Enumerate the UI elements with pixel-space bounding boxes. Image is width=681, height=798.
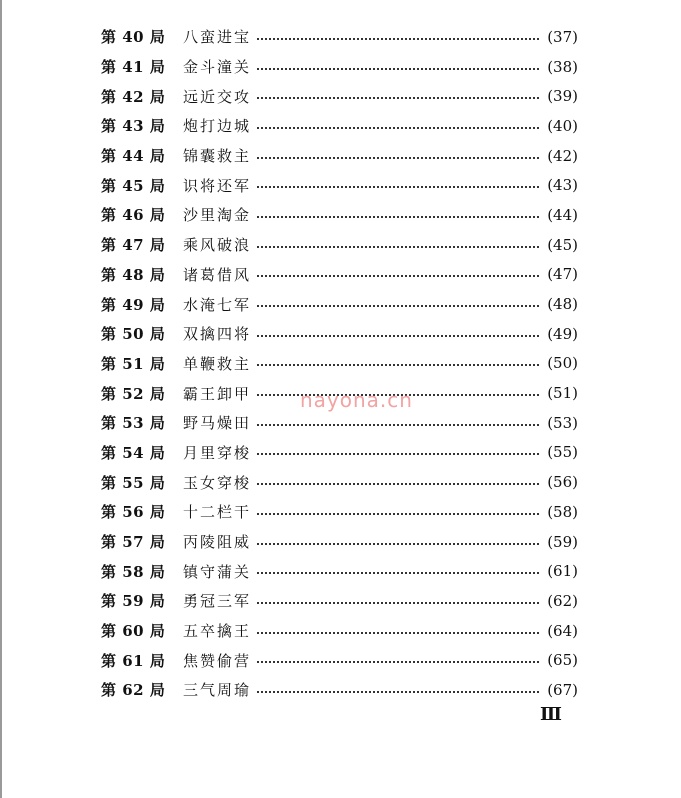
toc-page-number: (55): [547, 443, 578, 462]
toc-page-number: (56): [547, 473, 578, 492]
toc-chapter-number: 第 49 局: [101, 295, 166, 314]
toc-entry: [101, 141, 578, 171]
toc-page-number: (62): [547, 591, 578, 610]
toc-chapter-number: 第 54 局: [101, 443, 166, 462]
toc-chapter-title: 沙里淘金: [183, 206, 252, 225]
watermark-text: nayona.cn: [300, 388, 413, 412]
toc-dot-leader: [257, 157, 539, 159]
toc-entry: [101, 260, 578, 290]
toc-entry: [101, 645, 578, 675]
table-of-contents: [101, 22, 578, 705]
toc-page-number: (43): [547, 176, 578, 195]
toc-dot-leader: [257, 543, 539, 545]
toc-page-number: (51): [547, 384, 578, 403]
toc-chapter-number: 第 62 局: [101, 681, 166, 700]
toc-chapter-title: 勇冠三军: [183, 592, 252, 611]
toc-chapter-number: 第 51 局: [101, 354, 166, 373]
toc-chapter-number: 第 58 局: [101, 562, 166, 581]
toc-dot-leader: [257, 335, 539, 337]
toc-dot-leader: [257, 97, 539, 99]
toc-chapter-title: 双擒四将: [183, 325, 252, 344]
toc-chapter-number: 第 61 局: [101, 651, 166, 670]
toc-entry: [101, 230, 578, 260]
toc-entry: [101, 467, 578, 497]
toc-dot-leader: [257, 364, 539, 366]
toc-chapter-number: 第 42 局: [101, 87, 166, 106]
toc-chapter-number: 第 48 局: [101, 265, 166, 284]
toc-page-number: (45): [547, 235, 578, 254]
toc-entry: [101, 586, 578, 616]
toc-dot-leader: [257, 246, 539, 248]
toc-dot-leader: [257, 483, 539, 485]
toc-page-number: (58): [547, 502, 578, 521]
toc-page-number: (65): [547, 651, 578, 670]
toc-chapter-number: 第 59 局: [101, 592, 166, 611]
toc-page-number: (61): [547, 562, 578, 581]
toc-dot-leader: [257, 127, 539, 129]
toc-dot-leader: [257, 186, 539, 188]
toc-dot-leader: [257, 216, 539, 218]
toc-chapter-title: 远近交攻: [183, 87, 252, 106]
toc-dot-leader: [257, 661, 539, 663]
toc-chapter-number: 第 57 局: [101, 533, 166, 552]
toc-entry: [101, 616, 578, 646]
toc-chapter-title: 识将还军: [183, 176, 252, 195]
toc-page-number: (42): [547, 146, 578, 165]
toc-chapter-number: 第 46 局: [101, 206, 166, 225]
toc-entry: [101, 438, 578, 468]
toc-dot-leader: [257, 453, 539, 455]
toc-dot-leader: [257, 572, 539, 574]
toc-chapter-title: 锦囊救主: [183, 147, 252, 166]
toc-chapter-number: 第 52 局: [101, 384, 166, 403]
toc-chapter-number: 第 55 局: [101, 473, 166, 492]
toc-entry: [101, 22, 578, 52]
toc-page-number: (37): [547, 27, 578, 46]
toc-chapter-title: 诸葛借风: [183, 265, 252, 284]
toc-entry: [101, 556, 578, 586]
toc-entry: [101, 319, 578, 349]
toc-chapter-number: 第 40 局: [101, 28, 166, 47]
toc-dot-leader: [257, 68, 539, 70]
toc-chapter-title: 三气周瑜: [183, 681, 252, 700]
toc-entry: [101, 408, 578, 438]
toc-page-number: (38): [547, 57, 578, 76]
toc-page-number: (39): [547, 87, 578, 106]
toc-page-number: (49): [547, 324, 578, 343]
toc-entry: [101, 527, 578, 557]
toc-chapter-title: 十二栏干: [183, 503, 252, 522]
toc-chapter-title: 野马燥田: [183, 414, 252, 433]
toc-chapter-title: 乘风破浪: [183, 236, 252, 255]
toc-chapter-title: 五卒擒王: [183, 622, 252, 641]
toc-chapter-title: 水淹七军: [183, 295, 252, 314]
toc-chapter-number: 第 43 局: [101, 117, 166, 136]
toc-page-number: (64): [547, 621, 578, 640]
toc-dot-leader: [257, 275, 539, 277]
page-left-edge: [0, 0, 2, 798]
toc-entry: [101, 200, 578, 230]
toc-chapter-title: 月里穿梭: [183, 443, 252, 462]
toc-entry: [101, 52, 578, 82]
toc-entry: [101, 675, 578, 705]
toc-chapter-number: 第 53 局: [101, 414, 166, 433]
toc-page-number: (47): [547, 265, 578, 284]
toc-page-number: (50): [547, 354, 578, 373]
toc-chapter-title: 炮打边城: [183, 117, 252, 136]
toc-chapter-number: 第 45 局: [101, 176, 166, 195]
toc-entry: [101, 170, 578, 200]
toc-entry: [101, 111, 578, 141]
toc-chapter-title: 镇守蒲关: [183, 562, 252, 581]
toc-page-number: (40): [547, 116, 578, 135]
page-number: Ⅲ: [540, 704, 562, 725]
toc-dot-leader: [257, 305, 539, 307]
toc-chapter-title: 焦赞偷营: [183, 651, 252, 670]
toc-chapter-number: 第 60 局: [101, 622, 166, 641]
toc-entry: [101, 349, 578, 379]
toc-page-number: (53): [547, 413, 578, 432]
toc-page-number: (48): [547, 295, 578, 314]
toc-chapter-title: 玉女穿梭: [183, 473, 252, 492]
toc-dot-leader: [257, 38, 539, 40]
toc-page-number: (44): [547, 205, 578, 224]
toc-chapter-title: 丙陵阻威: [183, 533, 252, 552]
toc-chapter-title: 单鞭救主: [183, 354, 252, 373]
toc-dot-leader: [257, 632, 539, 634]
toc-chapter-number: 第 50 局: [101, 325, 166, 344]
toc-chapter-number: 第 56 局: [101, 503, 166, 522]
toc-chapter-number: 第 41 局: [101, 58, 166, 77]
toc-chapter-title: 金斗潼关: [183, 58, 252, 77]
toc-dot-leader: [257, 602, 539, 604]
toc-entry: [101, 289, 578, 319]
toc-dot-leader: [257, 424, 539, 426]
toc-chapter-title: 八蛮进宝: [183, 28, 252, 47]
toc-page-number: (59): [547, 532, 578, 551]
toc-dot-leader: [257, 691, 539, 693]
toc-chapter-title: 霸王卸甲: [183, 384, 252, 403]
toc-entry: [101, 497, 578, 527]
toc-chapter-number: 第 44 局: [101, 147, 166, 166]
toc-dot-leader: [257, 513, 539, 515]
toc-entry: [101, 81, 578, 111]
toc-chapter-number: 第 47 局: [101, 236, 166, 255]
toc-page-number: (67): [547, 680, 578, 699]
